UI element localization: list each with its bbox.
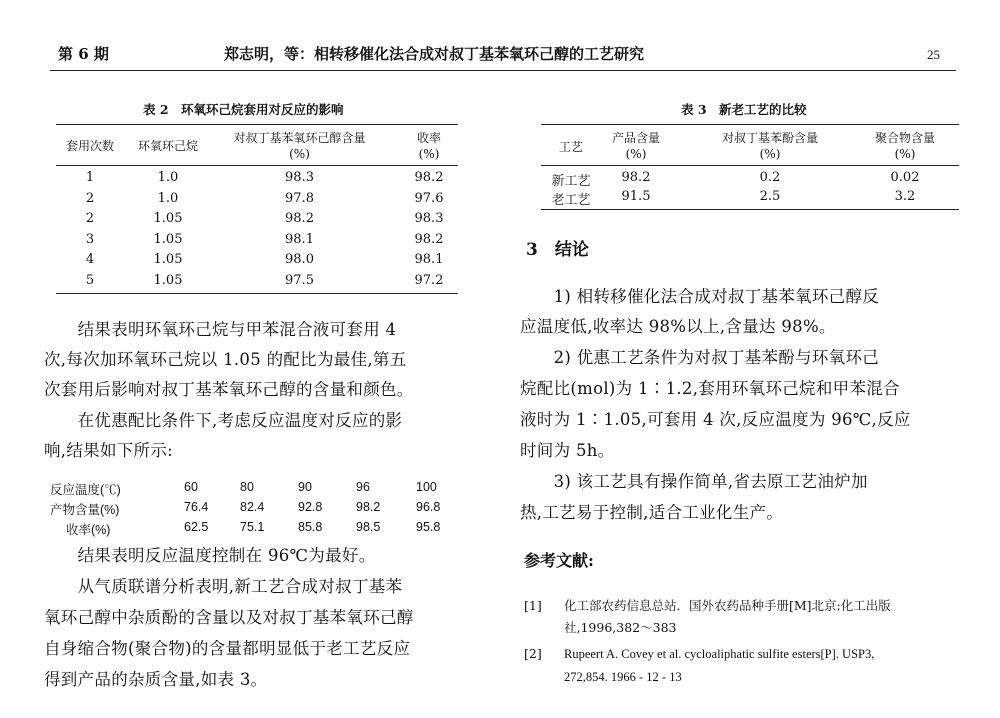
table2-cell: 3: [85, 231, 95, 247]
table3-cell: 91.5: [621, 189, 651, 204]
table2-cell: 1.0: [157, 190, 179, 206]
paragraph-3: 结果表明反应温度控制在 96℃为最好。: [44, 546, 376, 565]
table3-header-content-unit: (%): [625, 147, 647, 161]
temp-table-value: 85.8: [298, 520, 323, 534]
table2-cell: 98.2: [414, 231, 444, 247]
table3-cell: 0.02: [890, 170, 920, 185]
conclusion-1-line-1: 1) 相转移催化法合成对叔丁基苯氧环己醇反: [520, 287, 880, 306]
issue-number: 第 6 期: [58, 45, 109, 63]
table3-header-phenol-unit: (%): [759, 147, 781, 161]
table2-cell: 1.05: [153, 272, 183, 288]
temp-table-value: 95.8: [416, 520, 441, 534]
reference-1-line-1: 化工部农药信息总站．国外农药品种手册[M]北京:化工出版: [564, 598, 891, 613]
temp-table-value: 90: [298, 480, 312, 494]
temp-table-label: 收率(%): [66, 523, 111, 537]
conclusion-1-line-2: 应温度低,收率达 98%以上,含量达 98%。: [520, 317, 836, 336]
table2-cell: 1.05: [153, 231, 183, 247]
table2-cell: 98.0: [285, 252, 314, 267]
temp-table-value: 92.8: [298, 500, 323, 514]
paragraph-2-line-2: 响,结果如下所示:: [44, 441, 174, 460]
table2-cell: 1.0: [157, 170, 179, 185]
conclusion-2-line-3: 液时为 1∶1.05,可套用 4 次,反应温度为 96℃,反应: [520, 410, 911, 429]
table3-header-phenol: 对叔丁基苯酚含量: [721, 131, 818, 145]
temp-table-value: 98.2: [356, 500, 381, 514]
table2-cell: 1.05: [153, 211, 183, 226]
table3-header-process: 工艺: [558, 140, 583, 154]
table2-cell: 97.2: [414, 272, 444, 288]
table2-header-yield: 收率: [416, 131, 441, 145]
table3-header-polymer-unit: (%): [894, 147, 916, 161]
table2-cell: 1: [85, 170, 95, 185]
temp-table-value: 100: [416, 480, 437, 494]
table3-caption: 表 3 新老工艺的比较: [681, 102, 807, 117]
table2-cell: 97.8: [285, 190, 314, 206]
temp-table-value: 80: [240, 480, 254, 494]
table2-cell: 1.05: [153, 252, 183, 267]
paragraph-4-line-2: 氧环己醇中杂质酚的含量以及对叔丁基苯氧环己醇: [44, 608, 414, 627]
page-number: 25: [927, 47, 940, 62]
paragraph-1-line-2: 次,每次加环氧环己烷以 1.05 的配比为最佳,第五: [44, 350, 407, 369]
conclusion-3-line-2: 热,工艺易于控制,适合工业化生产。: [520, 503, 784, 522]
table2-bottom-rule: [56, 293, 458, 294]
temp-table-label: 产物含量(%): [50, 503, 120, 517]
table2-header-reuse: 套用次数: [65, 139, 114, 153]
section-heading-conclusion: 3 结论: [526, 240, 589, 260]
paragraph-2-line-1: 在优惠配比条件下,考虑反应温度对反应的影: [44, 411, 403, 430]
running-title: 郑志明，等：相转移催化法合成对叔丁基苯氧环己醇的工艺研究: [224, 45, 645, 63]
table3-cell: 98.2: [621, 170, 651, 185]
table2-cell: 2: [85, 190, 95, 206]
table3-cell: 老工艺: [551, 193, 591, 208]
paragraph-1-line-1: 结果表明环氧环己烷与甲苯混合液可套用 4: [44, 320, 397, 339]
header-rule: [50, 70, 956, 71]
table2-header-content-unit: (%): [289, 147, 310, 161]
table3-cell: 0.2: [759, 170, 781, 185]
table2-cell: 98.1: [414, 252, 444, 267]
reference-2-number: [2]: [524, 646, 542, 661]
conclusion-2-line-4: 时间为 5h。: [520, 441, 615, 460]
table2-header-epoxide: 环氧环己烷: [137, 139, 198, 153]
temp-table-value: 98.5: [356, 520, 381, 534]
table2-cell: 97.5: [285, 272, 314, 288]
table3-header-polymer: 聚合物含量: [874, 131, 935, 145]
references-heading: 参考文献:: [524, 551, 594, 570]
paragraph-4-line-4: 得到产品的杂质含量,如表 3。: [44, 670, 268, 689]
table2-cell: 98.3: [414, 211, 444, 226]
temp-table-value: 96: [356, 480, 370, 494]
table3-cell: 3.2: [894, 189, 916, 204]
conclusion-3-line-1: 3) 该工艺具有操作简单,省去原工艺油炉加: [520, 472, 868, 491]
conclusion-2-line-1: 2) 优惠工艺条件为对叔丁基苯酚与环氧环己: [520, 348, 880, 367]
temp-table-value: 60: [184, 480, 198, 494]
reference-1-number: [1]: [524, 598, 542, 613]
paragraph-4-line-1: 从气质联谱分析表明,新工艺合成对叔丁基苯: [44, 577, 403, 596]
table3-cell: 新工艺: [551, 174, 591, 189]
table3-top-rule: [541, 124, 959, 125]
table3-bottom-rule: [541, 209, 959, 210]
table2-cell: 98.1: [285, 231, 314, 247]
table2-cell: 98.2: [285, 211, 314, 226]
table2-header-rule: [56, 165, 458, 166]
table2-cell: 5: [85, 272, 95, 288]
temp-table-value: 62.5: [184, 520, 209, 534]
table2-cell: 98.3: [285, 170, 314, 185]
paragraph-1-line-3: 次套用后影响对叔丁基苯氧环己醇的含量和颜色。: [44, 380, 414, 399]
table2-cell: 2: [85, 211, 95, 226]
table2-caption: 表 2 环氧环己烷套用对反应的影响: [143, 102, 344, 117]
table2-cell: 98.2: [414, 170, 444, 185]
table3-header-content: 产品含量: [611, 131, 660, 145]
conclusion-2-line-2: 烷配比(mol)为 1∶1.2,套用环氧环己烷和甲苯混合: [520, 379, 900, 398]
temp-table-value: 96.8: [416, 500, 441, 514]
temp-table-value: 75.1: [240, 520, 265, 534]
table2-header-yield-unit: (%): [418, 147, 440, 161]
table2-header-content: 对叔丁基苯氧环己醇含量: [233, 131, 366, 145]
temp-table-label: 反应温度(℃): [50, 483, 121, 497]
temp-table-value: 82.4: [240, 500, 265, 514]
temp-table-value: 76.4: [184, 500, 209, 514]
paragraph-4-line-3: 自身缩合物(聚合物)的含量都明显低于老工艺反应: [44, 639, 411, 658]
table2-cell: 4: [85, 252, 95, 267]
reference-2-line-1: Rupeert A. Covey et al. cycloaliphatic sulfite esters[P]. USP3,: [564, 647, 875, 661]
table2-top-rule: [56, 124, 458, 125]
table3-cell: 2.5: [759, 189, 781, 204]
table3-header-rule: [541, 165, 959, 166]
table2-cell: 97.6: [414, 190, 444, 206]
reference-2-line-2: 272,854. 1966 - 12 - 13: [564, 670, 682, 684]
reference-1-line-2: 社,1996,382～383: [564, 620, 677, 635]
